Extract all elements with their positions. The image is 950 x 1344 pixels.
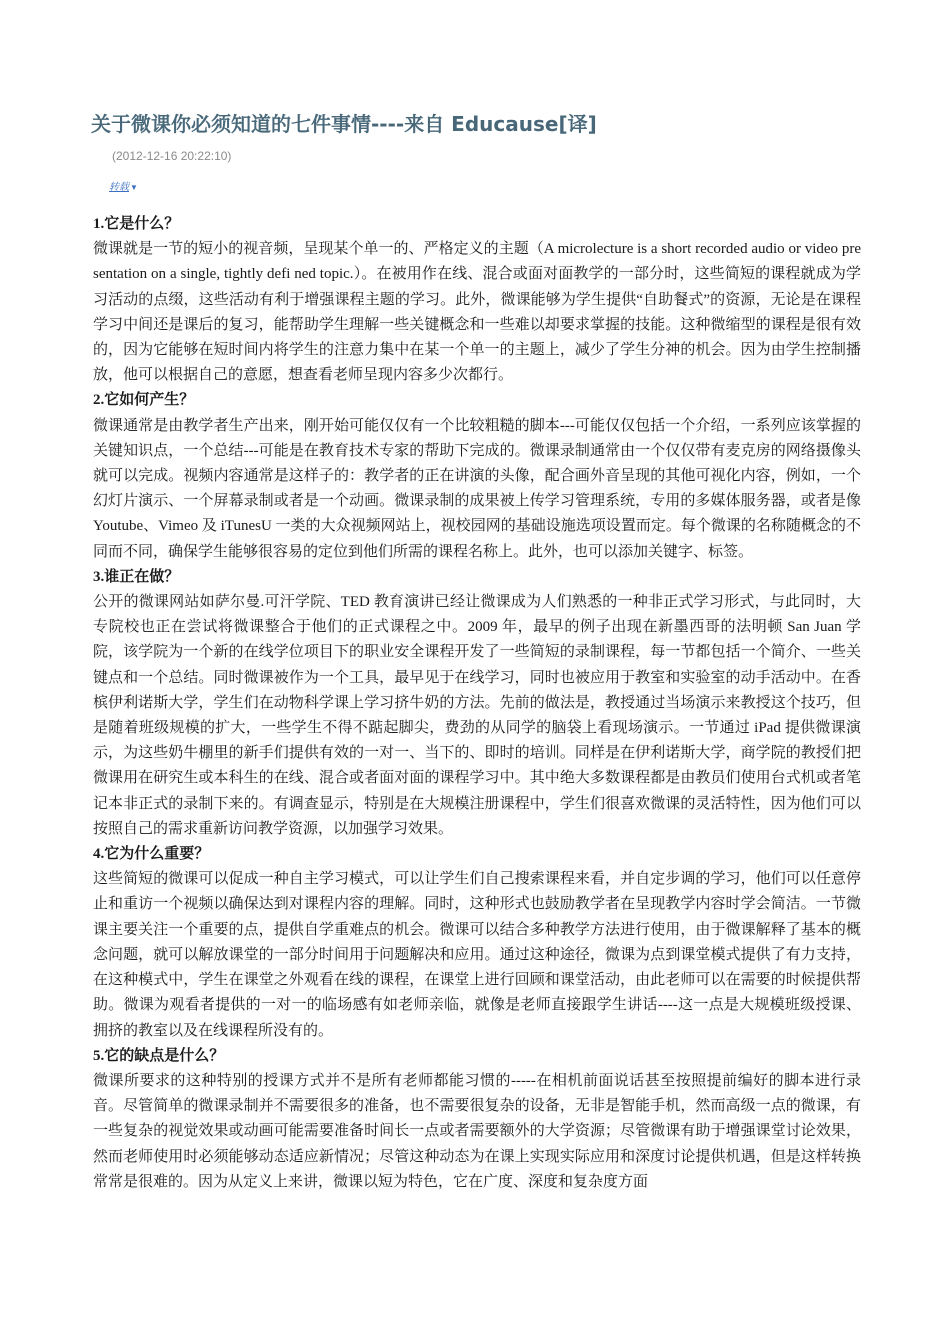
- section-heading-5: 5.它的缺点是什么？: [93, 1047, 225, 1064]
- dropdown-arrow-icon[interactable]: ▼: [130, 183, 138, 192]
- section-body-5: 微课所要求的这种特别的授课方式并不是所有老师都能习惯的-----在相机前面说话甚至按照提前编好的脚本进行录音。尽管简单的微课录制并不需要很多的准备，也不需要很复杂的设备，无非是智能手机，然而高级一点的微课，有一些复杂的视觉效果或动画可能需要准备时间长一点或者需要额外的大学资源；尽管微课有助于增强课堂讨论效果，然而老师使用时必须能够动态适应新情况；尽管这种动态为在课上实现实际应用和深度讨论提供机遇，但是这样转换常常是很难的。因为从定义上来讲，微课以短为特色，它在广度、深度和复杂度方面: [93, 1072, 861, 1190]
- section-body-1: 微课就是一节的短小的视音频，呈现某个单一的、严格定义的主题（A microlecture is a short recorded audio or video presentation on a single, tightly defi ned topic.）。在被用作在线、混合或面对面教学的一部分时，这些简短的课程就成为学习活动的点缀，这些活动有利于增强课程主题的学习。此外，微课能够为学生提供“自助餐式”的资源，无论是在课程学习中间还是课后的复习，能帮助学生理解一些关键概念和一些难以却要求掌握的技能。这种微缩型的课程是很有效的，因为它能够在短时间内将学生的注意力集中在某一个单一的主题上，减少了学生分神的机会。因为由学生控制播放，他可以根据自己的意愿，想查看老师呈现内容多少次都行。: [93, 241, 861, 384]
- section-heading-1: 1.它是什么？: [93, 216, 180, 232]
- article-body: [91, 212, 861, 1195]
- publish-timestamp: (2012-12-16 20:22:10): [112, 149, 232, 163]
- section-heading-4: 4.它为什么重要？: [93, 846, 210, 863]
- section-body-4: 这些简短的微课可以促成一种自主学习模式，可以让学生们自己搜索课程来看，并自定步调的学习，他们可以任意停止和重访一个视频以确保达到对课程内容的理解。同时，这种形式也鼓励教学者在呈现教学内容时学会简洁。一节微课主要关注一个重要的点，提供自学重难点的机会。微课可以结合多种教学方法进行使用，由于微课解释了基本的概念问题，就可以解放课堂的一部分时间用于问题解决和应用。通过这种途径，微课为点到课堂模式提供了有力支持，在这种模式中，学生在课堂之外观看在线的课程，在课堂上进行回顾和课堂活动，由此老师可以在需要的时候提供帮助。微课为观看者提供的一对一的临场感有如老师亲临，就像是老师直接跟学生讲话----这一点是大规模班级授课、拥挤的教室以及在线课程所没有的。: [93, 871, 861, 1039]
- article-title: 关于微课你必须知道的七件事情----来自 Educause[译]: [91, 112, 597, 136]
- section-body-3: 公开的微课网站如萨尔曼.可汗学院、TED 教育演讲已经让微课成为人们熟悉的一种非正式学习形式，与此同时，大专院校也正在尝试将微课整合于他们的正式课程之中。2009 年，最早的例子出现在新墨西哥的法明顿 San Juan 学院，该学院为一个新的在线学位项目下的职业安全课程开发了一些简短的录制课程，每一节都包括一个简介、一些关键点和一个总结。同时微课被作为一个工具，最早见于在线学习，同时也被应用于教室和实验室的动手活动中。在香槟伊利诺斯大学，学生们在动物科学课上学习挤牛奶的方法。先前的做法是，教授通过当场演示来教授这个技巧，但是随着班级规模的扩大，一些学生不得不踮起脚尖，费劲的从同学的脑袋上看现场演示。一节通过 iPad 提供微课演示，为这些奶牛棚里的新手们提供有效的一对一、当下的、即时的培训。同样是在伊利诺斯大学，商学院的教授们把微课用在研究生或本科生的在线、混合或者面对面的课程学习中。其中绝大多数课程都是由教员们使用台式机或者笔记本非正式的录制下来的。有调查显示，特别是在大规模注册课程中，学生们很喜欢微课的灵活特性，因为他们可以按照自己的需求重新访问教学资源，以加强学习效果。: [93, 594, 861, 837]
- repost-label[interactable]: 转载: [109, 182, 129, 193]
- section-heading-3: 3.谁正在做？: [93, 568, 180, 585]
- repost-link[interactable]: [109, 178, 138, 193]
- section-body-2: 微课通常是由教学者生产出来，刚开始可能仅仅有一个比较粗糙的脚本---可能仅仅包括一个介绍，一系列应该掌握的关键知识点，一个总结---可能是在教育技术专家的帮助下完成的。微课录制通常由一个仅仅带有麦克房的网络摄像头就可以完成。视频内容通常是这样子的：教学者的正在讲演的头像，配合画外音呈现的其他可视化内容，例如，一个幻灯片演示、一个屏幕录制或者是一个动画。微课录制的成果被上传学习管理系统，专用的多媒体服务器，或者是像 Youtube、Vimeo 及 iTunesU 一类的大众视频网站上，视校园网的基础设施选项设置而定。每个微课的名称随概念的不同而不同，确保学生能够很容易的定位到他们所需的课程名称上。此外，也可以添加关键字、标签。: [93, 417, 861, 560]
- section-heading-2: 2.它如何产生？: [93, 392, 195, 409]
